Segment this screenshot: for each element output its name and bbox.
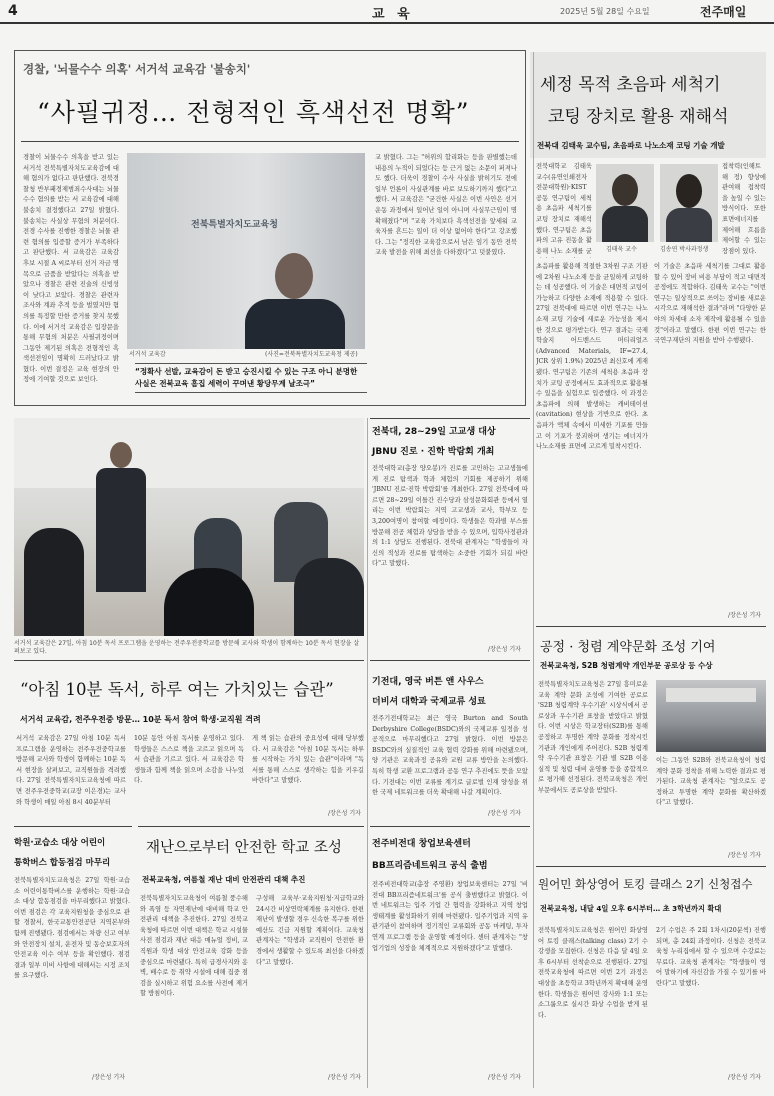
disaster-byline: /장은성 기자 <box>328 1074 361 1081</box>
student-1 <box>24 528 84 636</box>
jbnu-body: 전북대학교(총장 양오봉)가 진로를 고민하는 고교생들에게 진로 탐색과 학과 체험의 기회를 제공하기 위해 'JBNU 진로·진학 박람회'를 개최한다. 27일 전북대에 따르면 28~29일 이틀간 진수당과 삼성문화회관 등에서 열리는 이번 박람회는 지역 고교생과 교사, 학부모 등 3,200여명이 참여할 예정이다. 학생들은 학과별 부스를 방문해 전공 체험과 상담을 받을 수 있으며, 입학사정관과의 1:1 상담도 진행된다. 전북대 관계자는 "학생들이 자신의 적성과 진로를 탐색하는 소중한 기회가 되길 바란다"고 말했다. <box>372 465 528 568</box>
reading-subhead: 서거석 교육감, 전주우전중 방문… 10분 독서 참여 학생·교직원 격려 <box>20 715 261 724</box>
portrait-caption-1: 김태욱 교수 <box>606 246 637 253</box>
portrait-head <box>676 174 702 208</box>
teacher-head <box>110 442 132 468</box>
reading-body-2: 10분 동안 아침 독서를 운영하고 있다. 학생들은 스스로 책을 고르고 읽으며 독서 습관을 기르고 있다. 서 교육감은 학생들과 함께 책을 읽으며 소감을 나누었다. <box>134 735 244 785</box>
bus-byline: /장은성 기자 <box>92 1074 125 1081</box>
classroom-caption: 서거석 교육감은 27일, 아침 10분 독서 프로그램을 운영하는 전주우전중학교를 방문해 교사와 학생이 함께하는 10분 독서 현장을 살펴보고 있다. <box>14 640 360 655</box>
person-head <box>275 253 313 299</box>
contract-subhead: 전북교육청, S2B 청렴계약 개인부문 공로상 등 수상 <box>540 661 713 670</box>
startup-top-rule <box>370 826 530 827</box>
kijeon-headline-1: 기전대, 영국 버튼 앤 사우스 <box>372 677 484 687</box>
portrait-caption-2: 김송연 박사과정생 <box>660 246 709 253</box>
lead-body-2: 교 밝혔다. 그는 "허위의 합리화는 등을 판별했는데 내용의 누적이 되었다는 등 근거 없는 소문이 퍼져나도 했다. 더욱이 경찰이 수사 사실을 밝히기도 전에 일부 언론이 사실관계를 바로 보도하기까지 했다"고 했다. 서 교육감은 "굳건한 사실은 이번 사안은 선거운동 과정에서 일어난 일이 아니며 사실무근임이 명확해졌다"며 "교육 가치보다 흑색선전을 앞세워 교육자를 흔드는 일이 더 이상 없어야 한다"고 강조했다. 그는 "정직한 교육감으로서 남은 임기 동안 전북교육 발전을 위해 최선을 다하겠다"고 덧붙였다. <box>375 154 517 257</box>
section-title: 교 육 <box>372 7 414 22</box>
bus-headline-1: 학원·교습소 대상 어린이 <box>14 838 106 848</box>
blackboard <box>14 418 364 488</box>
disaster-top-rule <box>138 826 364 827</box>
column-rule <box>533 52 534 1088</box>
contract-body-right: 이는 그동안 S2B와 전북교육청이 청렴 계약 문화 정착을 위해 노력한 결과로 평가된다. 교육청 관계자는 "앞으로도 공정하고 투명한 계약 문화를 확산하겠다"고 말했다. <box>656 757 766 807</box>
disaster-body: 전북특별자치도교육청이 여름철 풍수해와 폭염 등 자연재난에 대비해 학교 안전관리 대책을 추진한다. 27일 전북교육청에 따르면 이번 대책은 학교 시설물 사전 점검과 재난 대응 매뉴얼 정비, 교직원과 학생 대상 안전교육 강화 등을 중심으로 마련됐다. 특히 급경사지와 옹벽, 배수로 등 취약 시설에 대해 집중 점검을 실시하고 위험 요소를 사전에 제거할 방침이다. <box>140 895 248 998</box>
portrait-body <box>666 208 712 242</box>
jbnu-top-rule <box>370 418 530 419</box>
reading-body-3: 게 책 읽는 습관의 중요성에 대해 당부했다. 서 교육감은 "아침 10분 독서는 하루를 시작하는 가치 있는 습관"이라며 "독서를 통해 스스로 생각하는 힘을 키우길 바란다"고 말했다. <box>252 735 364 785</box>
student-5 <box>294 558 364 636</box>
jbnu-byline: /장은성 기자 <box>488 646 521 653</box>
portrait-kim-taewook <box>596 164 654 242</box>
person-body <box>245 299 345 349</box>
contract-headline: 공정 · 청렴 계약문화 조성 기여 <box>540 640 716 655</box>
lead-divider <box>21 141 519 142</box>
column-rule <box>367 418 368 1088</box>
bus-headline-2: 통학버스 합동점검 마무리 <box>14 858 111 868</box>
page-number: 4 <box>8 3 18 19</box>
student-4 <box>164 568 254 636</box>
contract-byline: /장은성 기자 <box>728 852 761 859</box>
english-headline: 원어민 화상영어 토킹 클래스 2기 신청접수 <box>538 877 753 891</box>
kijeon-top-rule <box>370 660 530 661</box>
reading-byline: /장은성 기자 <box>328 810 361 817</box>
ultrasonic-body-b: 접착력(인해트해 정) 향상에 관여해 접착력을 높일 수 있는 방식이다. 또한 표면에너지를 제어해 흐름을 제어할 수 있는 장점이 있다. <box>722 163 766 255</box>
reading-headline: “아침 10분 독서, 하루 여는 가치있는 습관” <box>20 680 334 699</box>
ultrasonic-body-d: 이 기술은 초음파 세척기를 그대로 활용할 수 있어 장비 비용 부담이 적고 대면적 공정에도 적합하다. 김태욱 교수는 "이번 연구는 일상적으로 쓰이는 장비를 새로운 시각으로 재해석한 결과"라며 "다양한 분야의 차세대 소자 제작에 활용될 수 있을 것"이라고 말했다. 한편 이번 연구는 한국연구재단의 지원을 받아 수행됐다. <box>654 263 766 345</box>
ultrasonic-byline: /장은성 기자 <box>728 612 761 619</box>
teacher-figure <box>94 442 148 592</box>
english-body-2: 2기 수업은 주 2회 1차시(20분씩) 진행되며, 총 24회 과정이다. 신청은 전북교육청 누리집에서 할 수 있으며 수강료는 무료다. 교육청 관계자는 "학생들이 영어 말하기에 자신감을 가질 수 있기를 바란다"고 말했다. <box>656 927 766 987</box>
contract-body: 전북특별자치도교육청은 27일 흥미로운 교육 계약 문화 조성에 기여한 공로로 'S2B 청렴계약 우수기관' 시상식에서 공로상과 우수기관 표창을 받았다고 밝혔다. 이번 시상은 학교장터(S2B)를 통해 공정하고 투명한 계약 문화를 정착시킨 기관과 개인에게 주어진다. S2B 청렴계약 우수기관 표창은 기관 별 S2B 이용 실적 및 청렴 대비 운영률 등을 종합적으로 평가해 선정된다. 전북교육청은 개인부문에서도 공로상을 받았다. <box>538 681 648 794</box>
portrait-kim-songyeon <box>660 164 718 242</box>
award-banner <box>666 688 756 702</box>
jbnu-headline-2: JBNU 진로 · 진학 박람회 개최 <box>372 447 495 457</box>
lead-pull-quote: “정확사 선발, 교육감이 돈 받고 승진시킬 수 있는 구조 아니 분명한 사실은 전북교육 흠집 세력이 꾸며낸 황당무계 날조극” <box>135 363 367 393</box>
kijeon-byline: /장은성 기자 <box>488 810 521 817</box>
lead-body-1: 경찰이 뇌물수수 의혹을 받고 있는 서거석 전북특별자치도교육감에 대해 혐의가 없다고 판단했다. 전북경찰청 반부패경제범죄수사대는 뇌물수수 혐의를 받는 서 교육감에 대해 불송치 결정했다고 27일 밝혔다. 불송치는 사실상 무혐의 처분이다. 전경 수사를 진행한 경찰은 뇌물 관련 혐의를 입증할 증거가 부족하다고 판단했다. 서 교육감은 교육감 후보 시절 A 씨로부터 선거 자금 명목으로 금품을 받았다는 의혹을 받았으나 경찰은 관련 진술의 신빙성이 낮다고 보았다. 경찰은 관련자 조사와 계좌 추적 등을 벌였지만 혐의를 특정할 만한 증거를 찾지 못했다. 이에 서거석 교육감은 입장문을 통해 무혐의 처분은 사필귀정이며 그동안 제기된 의혹은 전형적인 흑색선전임이 명확히 드러났다고 밝혔다. 이번 결정은 교육 현장의 안정에 기여할 것으로 보인다. <box>23 154 119 384</box>
startup-byline: /장은성 기자 <box>488 1074 521 1081</box>
page-header <box>0 0 774 24</box>
kijeon-headline-2: 더비셔 대학과 국제교류 성료 <box>372 697 486 707</box>
bus-top-rule <box>14 826 132 827</box>
issue-date: 2025년 5월 28일 수요일 <box>560 7 650 16</box>
portrait-body <box>602 206 648 242</box>
startup-body: 전주비전대학교(총장 주영환) 창업보육센터는 27일 '비전대 BB프리즘네트워크'를 공식 출범했다고 밝혔다. 이번 네트워크는 입주 기업 간 협력을 강화하고 지역 창업 생태계를 활성화하기 위해 마련됐다. 입주기업과 지역 유관기관이 참여하며 정기적인 교류회와 공동 마케팅, 투자 연계 프로그램 등을 운영할 예정이다. 센터 관계자는 "창업기업의 성장을 체계적으로 지원하겠다"고 말했다. <box>372 881 528 952</box>
lead-photo-caption-left: 서거석 교육감 <box>129 351 166 358</box>
ultrasonic-headline-2: 코팅 장치로 활용 재해석 <box>548 107 729 127</box>
lead-kicker: 경찰, '뇌물수수 의혹' 서거석 교육감 '불송치' <box>23 62 251 76</box>
teacher-suit <box>96 468 146 592</box>
lead-headline: “사필귀정… 전형적인 흑색선전 명확” <box>37 98 470 127</box>
english-top-rule <box>536 866 766 867</box>
english-byline: /장은성 기자 <box>728 1074 761 1081</box>
lead-photo <box>127 153 365 349</box>
disaster-subhead: 전북교육청, 여름철 재난 대비 안전관리 대책 추진 <box>142 875 306 884</box>
masthead: 전주매일 <box>700 5 747 19</box>
ultrasonic-headline-1: 세정 목적 초음파 세척기 <box>540 75 721 95</box>
ultrasonic-body-a: 전북대학교 김태욱 교수(유연인쇄전자전문대학원)·KIST 공동 연구팀이 세척용 초음파 세척기를 코팅 장치로 재해석했다. 연구팀은 초음파의 고유 진동을 활용해 나노 소재를 균 <box>536 163 592 255</box>
ultrasonic-subhead: 전북대 김태욱 교수팀, 초음파로 나노소재 코팅 기술 개발 <box>537 141 725 150</box>
reading-body-1: 서거석 교육감은 27일 아침 10분 독서 프로그램을 운영하는 전주우전중학교를 방문해 교사와 학생이 함께하는 10분 독서 현장을 살펴보고, 교직원들을 격려했다. 27일 전북특별자치도교육청에 따르면 전주우전중학교(교장 이은경)는 교사와 학생이 매일 아침 8시 40분부터 <box>16 735 126 806</box>
photo-story-divider <box>14 660 364 661</box>
lead-story <box>14 50 526 406</box>
english-body: 전북특별자치도교육청은 원어민 화상영어 토킹 클래스(talking class) 2기 수강생을 모집한다. 신청은 다음 달 4일 오후 6시부터 선착순으로 진행된다. 27일 전북교육청에 따르면 이번 2기 과정은 대상을 초등학교 3학년까지 확대해 운영한다. 학생들은 원어민 강사와 1:1 또는 소그룹으로 실시간 화상 수업을 받게 된다. <box>538 927 648 1019</box>
ultrasonic-body-c: 초음파를 활용해 적절한 3차원 구조 기판에 2차원 나노소재 등을 균일하게 코팅하는 데 성공했다. 이 기술은 대면적 코팅이 가능하고 다양한 소재에 적용할 수 있다. 27일 전북대에 따르면 이번 연구는 나노소재 코팅 기술에 새로운 가능성을 제시한 것으로 평가받는다. 연구 결과는 국제 학술지 어드밴스드 머티리얼즈(Advanced Materials, IF=27.4, JCR 상위 1.9%) 2025년 최신호에 게재됐다. 연구팀은 기존의 세척용 초음파 장치가 코팅 공정에서도 효과적으로 활용될 수 있음을 실험으로 입증했다. 이 과정은 초음파에 의해 발생하는 캐비테이션(cavitation) 현상을 기반으로 한다. 초음파가 액체 속에서 미세한 기포를 만들고 이 기포가 붕괴하며 생기는 에너지가 나노소재를 표면에 고르게 밀착시킨다. <box>536 263 648 451</box>
disaster-headline: 재난으로부터 안전한 학교 조성 <box>146 840 342 856</box>
english-subhead: 전북교육청, 내달 4일 오후 6시부터… 초 3학년까지 확대 <box>540 904 722 913</box>
bus-body: 전북특별자치도교육청은 27일 학원·교습소 어린이통학버스를 운행하는 학원·교습소 대상 합동점검을 마무리했다고 밝혔다. 이번 점검은 각 교육지원청을 중심으로 관할 경찰서, 한국교통안전공단 지역본부와 함께 진행됐다. 점검에서는 차량 신고 여부와 안전장치 설치, 운전자 및 동승보호자의 안전교육 이수 여부 등을 확인했다. 점검 결과 일부 미비 사항에 대해서는 시정 조치를 요구했다. <box>14 877 130 980</box>
lead-photo-label: 전북특별자치도교육청 <box>191 220 278 230</box>
jbnu-headline-1: 전북대, 28~29일 고교생 대상 <box>372 427 496 437</box>
startup-headline-2: BB프리즘네트워크 공식 출범 <box>372 861 488 871</box>
contract-top-rule <box>536 626 766 627</box>
classroom-photo <box>14 418 364 636</box>
award-photo <box>656 680 766 752</box>
startup-headline-1: 전주비전대 창업보육센터 <box>372 839 471 849</box>
disaster-body-2: 구성해 교육부·교육지원청·지급학교와 24시간 비상연락체계를 유지한다. 한편 재난이 발생할 경우 신속한 복구를 위한 예산도 긴급 지원할 계획이다. 교육청 관계자는 "학생과 교직원이 안전한 환경에서 생활할 수 있도록 최선을 다하겠다"고 말했다. <box>256 895 364 966</box>
lead-photo-caption-right: (사진=전북특별자치도교육청 제공) <box>265 351 358 358</box>
kijeon-body: 전주기전대학교는 최근 영국 Burton and South Derbyshire College(BSDC)와의 국제교류 일정을 성공적으로 마무리했다고 27일 밝혔다. 이번 방문은 BSDC와의 실질적인 교육 협력 강화를 위해 마련됐으며, 양 기관은 교육과정 공유와 교원 교류 방안을 논의했다. 특히 학생 교환 프로그램과 공동 연구 추진에도 뜻을 모았다. 기전대는 이번 교류를 계기로 글로벌 인재 양성을 위한 국제 네트워크를 더욱 확대해 나갈 계획이다. <box>372 715 528 797</box>
portrait-head <box>612 174 638 206</box>
